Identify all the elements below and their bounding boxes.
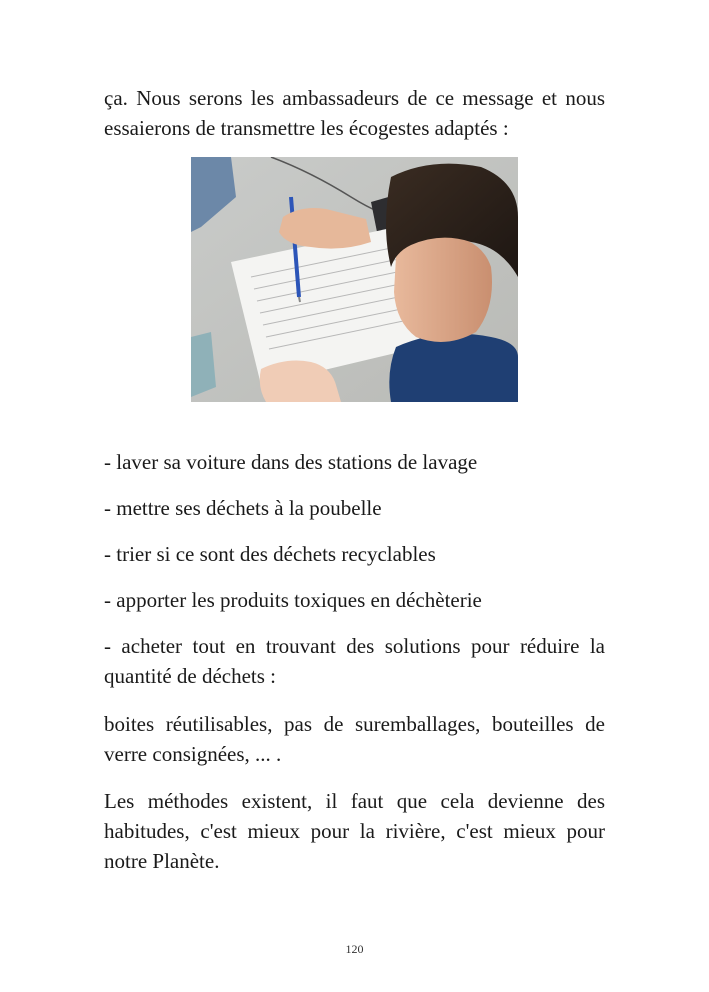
ecogestures-list xyxy=(104,447,605,707)
reuse-paragraph: boites réutilisables, pas de suremballages, bouteilles de verre consignées, ... . xyxy=(104,712,605,766)
photo-illustration xyxy=(191,157,518,402)
list-item: - mettre ses déchets à la poubelle xyxy=(104,496,382,520)
list-item: - trier si ce sont des déchets recyclables xyxy=(104,542,436,566)
list-item: - apporter les produits toxiques en déchèterie xyxy=(104,588,482,612)
methods-paragraph: Les méthodes existent, il faut que cela devienne des habitudes, c'est mieux pour la rivière, c'est mieux pour notre Planète. xyxy=(104,789,605,873)
page-number: 120 xyxy=(345,942,364,956)
list-item: - acheter tout en trouvant des solutions pour réduire la quantité de déchets : xyxy=(104,634,605,688)
intro-paragraph: ça. Nous serons les ambassadeurs de ce message et nous essaierons de transmettre les écogestes adaptés : xyxy=(104,86,605,140)
list-item: - laver sa voiture dans des stations de lavage xyxy=(104,450,478,474)
photo-child-writing xyxy=(191,157,518,402)
